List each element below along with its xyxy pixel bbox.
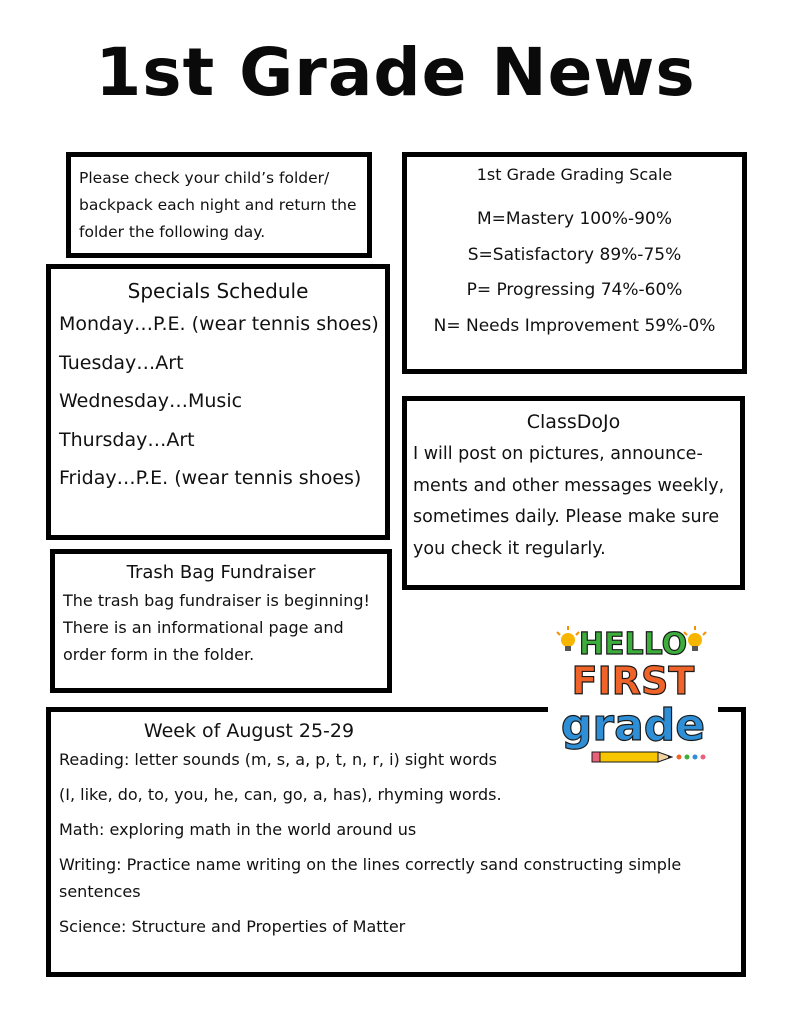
weekly-plan-math: Math: exploring math in the world around us <box>59 820 417 839</box>
specials-row-monday: Monday…P.E. (wear tennis shoes) <box>59 313 379 335</box>
classdojo-heading: ClassDoJo <box>526 411 621 433</box>
specials-schedule-box <box>46 264 390 540</box>
logo-hello-text: HELLO <box>578 627 688 662</box>
specials-row-friday: Friday…P.E. (wear tennis shoes) <box>59 467 362 489</box>
grading-row-progressing: P= Progressing 74%-60% <box>466 280 683 300</box>
hello-first-grade-logo <box>548 614 718 770</box>
lightbulb-icon <box>557 626 579 651</box>
page-title: 1st Grade News <box>95 34 696 111</box>
pencil-icon <box>592 752 672 762</box>
classdojo-text: I will post on pictures, announce-ments and other messages weekly, sometimes daily. Please make sure you check it regularly. <box>413 444 725 559</box>
logo-grade-text: grade <box>560 700 706 751</box>
folder-note-box <box>66 152 372 258</box>
specials-row-wednesday: Wednesday…Music <box>59 390 243 412</box>
weekly-plan-science: Science: Structure and Properties of Matter <box>59 917 406 936</box>
weekly-plan-writing: Writing: Practice name writing on the lines correctly sand constructing simple sentences <box>59 855 682 901</box>
logo-first-text: FIRST <box>571 659 695 703</box>
lightbulb-icon <box>684 626 706 651</box>
decorative-dots-icon <box>677 755 706 760</box>
weekly-plan-reading: Reading: letter sounds (m, s, a, p, t, n, r, i) sight words <box>59 750 497 769</box>
grading-row-mastery: M=Mastery 100%-90% <box>477 209 672 229</box>
hello-first-grade-art <box>548 614 718 770</box>
weekly-plan-heading: Week of August 25-29 <box>143 720 355 742</box>
trash-fundraiser-text: The trash bag fundraiser is beginning! There is an informational page and order form in the folder. <box>63 591 370 664</box>
specials-heading: Specials Schedule <box>127 279 309 303</box>
folder-note-text: Please check your child’s folder/ backpack each night and return the folder the following day. <box>79 169 357 241</box>
grading-scale-box <box>402 152 747 374</box>
trash-fundraiser-heading: Trash Bag Fundraiser <box>126 562 316 583</box>
grading-row-needs-improvement: N= Needs Improvement 59%-0% <box>433 315 716 336</box>
grading-row-satisfactory: S=Satisfactory 89%-75% <box>467 244 682 265</box>
weekly-plan-reading-cont: (I, like, do, to, you, he, can, go, a, has), rhyming words. <box>59 785 502 804</box>
specials-row-tuesday: Tuesday…Art <box>59 351 184 374</box>
specials-row-thursday: Thursday…Art <box>59 428 195 451</box>
classdojo-box <box>402 396 745 590</box>
grading-scale-heading: 1st Grade Grading Scale <box>476 165 673 184</box>
trash-fundraiser-box <box>50 549 392 693</box>
